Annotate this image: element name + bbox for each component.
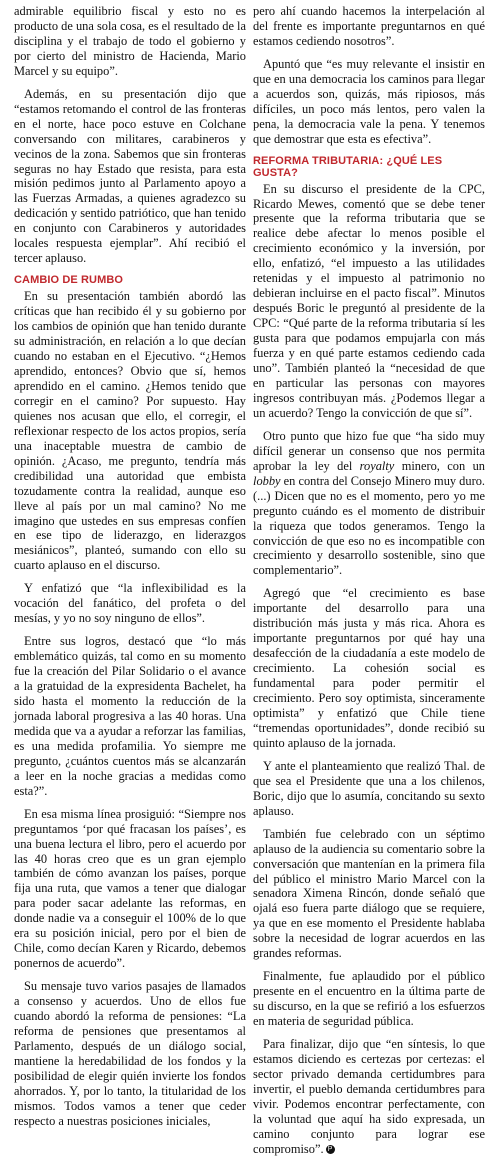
paragraph-text: Para finalizar, dijo que “en síntesis, lo que estamos diciendo es certezas por certezas: el sector privado demanda certidumbres para invertir, el pueblo demanda certidumbres para vivir. Podemos encontrar perfectamente, con la voluntad que aquí ha sido expresada, un camino conjunto para lograr ese compromiso”. (253, 1037, 485, 1156)
paragraph: admirable equilibrio fiscal y esto no es producto de una sola cosa, es el resultado de la disciplina y el trabajo de todo el gobierno y por cierto del ministro de Hacienda, Mario Marcel y su equipo”. (14, 4, 246, 78)
paragraph: pero ahí cuando hacemos la interpelación al del frente es importante preguntarnos en qué estamos cediendo nosotros”. (253, 4, 485, 48)
paragraph-text: en contra del Consejo Minero muy duro. (...) Dicen que no es el momento, pero yo me pregunto cuándo es el momento de distribuir la riqueza que todos generamos. Tengo la convicción de que eso no es incompatible con crecimiento y desarrollo sostenible, sino que complementario”. (253, 473, 485, 578)
paragraph: Su mensaje tuvo varios pasajes de llamados a consenso y acuerdos. Uno de ellos fue cuando abordó la reforma de pensiones: “La reforma de pensiones que presentamos al Parlamento, después de un diálogo social, mantiene la heredabilidad de los fondos y la posibilidad de elegir quién invierte los fondos ahorrados. Y, por lo tanto, la titularidad de los mismos. Todos vamos a tener que ceder respecto a nuestras posiciones iniciales, (14, 979, 246, 1128)
right-column (253, 4, 485, 1165)
italic-term-lobby: lobby (253, 473, 281, 488)
paragraph: En esa misma línea prosiguió: “Siempre nos preguntamos ‘por qué fracasan los países’, es una buena lectura el libro, pero el acuerdo por las 40 horas creo que es un gran ejemplo también de cómo avanzan los países, porque fija una ruta, que vamos a tener que dialogar para poder sacar adelante las reformas, en donde nadie va a conseguir el 100% de lo que era su posición inicial, pero por el bien de Chile, como decían Karen y Ricardo, debemos ponernos de acuerdo”. (14, 806, 246, 971)
paragraph (253, 1037, 485, 1157)
paragraph: Entre sus logros, destacó que “lo más emblemático quizás, tal como en su momento fue la creación del Pilar Solidario o el avance a la gratuidad de la expresidenta Bachelet, ha sido hasta el momento la reducción de la jornada laboral progresiva a las 40 horas. Una medida que va a ayudar a reforzar las familias, es una medida profamilia. Yo siempre me pregunto, ¿cuántos cuentos más se alcanzarán a leer en la noche gracias a medidas como esta?”. (14, 634, 246, 798)
paragraph (253, 429, 485, 579)
paragraph: Y ante el planteamiento que realizó Thal. de que sea el Presidente que una a los chilenos, Boric, dijo que lo asumía, concitando su sexto aplauso. (253, 758, 485, 818)
paragraph: También fue celebrado con un séptimo aplauso de la audiencia su comentario sobre la conversación que mantenían en la primera fila del público el ministro Mario Marcel con la senadora Ximena Rincón, donde señaló que ojalá eso fuera parte diálogo que se requiere, ya que en ese momento el Presidente hablaba sobre la necesidad de lograr acuerdos en las grandes reformas. (253, 826, 485, 961)
italic-term-royalty: royalty (359, 458, 395, 473)
paragraph: En su discurso el presidente de la CPC, Ricardo Mewes, comentó que se debe tener presente que la reforma tributaria que se realice debe afectar lo menos posible el crecimiento económico y la inversión, por ello, enfatizó, “el impuesto a las utilidades retenidas y el impuesto al patrimonio no debieran incluirse en el pacto fiscal”. Minutos después Boric le preguntó al presidente de la CPC: “Qué parte de la reforma tributaria sí les gusta para que podamos empujarla con más fuerza y en qué parte estamos cediendo cada uno”. También planteó la “necesidad de que en particular las personas con mayores ingresos contribuyan más. ¿Podemos llegar a un acuerdo? Tengo la convicción de que sí”. (253, 181, 485, 420)
section-heading-cambio-de-rumbo: CAMBIO DE RUMBO (14, 274, 124, 287)
paragraph: Y enfatizó que “la inflexibilidad es la vocación del fanático, del profeta o del mesías, y yo no soy ninguno de ellos”. (14, 581, 246, 626)
section-heading-reforma-tributaria: REFORMA TRIBUTARIA: ¿QUÉ LES GUSTA? (253, 154, 443, 179)
paragraph: Finalmente, fue aplaudido por el público presente en el encuentro en la última parte de su discurso, en la que se refirió a los esfuerzos en materia de seguridad pública. (253, 969, 485, 1029)
paragraph: Además, en su presentación dijo que “estamos retomando el control de las fronteras en el norte, hace poco estuve en Colchane conversando con militares, carabineros y vecinos de la zona. Sabemos que sin fronteras seguras no hay Estado que resista, para esta misión pedimos junto al Parlamento apoyo a las Fuerzas Armadas, a quienes agradezco su dedicación y sentido patriótico, que han tenido en conjunto con Carabineros y autoridades locales respuesta ejemplar”. Ahí recibió el tercer aplauso. (14, 86, 246, 266)
paragraph-text: Otro punto que hizo fue que “ha sido muy difícil generar un consenso que nos permita aprobar la ley del (253, 428, 485, 473)
end-of-article-icon: P (326, 1145, 335, 1154)
left-column (14, 4, 246, 1137)
paragraph-text: minero, con un (394, 458, 485, 473)
paragraph: En su presentación también abordó las críticas que han recibido él y su gobierno por los cambios de opinión que han tenido durante su administración, en relación a lo que decían cuando no estaban en el Ejecutivo. “¿Hemos aprendido, entonces? Obvio que sí, hemos aprendido en el camino. ¿Hemos tenido que corregir en el camino? Por supuesto. Hay quienes nos acusan que ello, el corregir, el reflexionar respecto de los actos propios, sería una inaceptable muestra de cambio de opinión. ¿Acaso, me pregunto, tendría más credibilidad una autoridad que embista tozudamente contra la realidad, aunque eso lleve al país por un mal camino? No me imagino que ustedes en sus empresas confíen en ese tipo de liderazgo, en liderazgos mesiánicos”, planteó, sumando con ello su cuarto aplauso en el discurso. (14, 289, 246, 573)
paragraph: Apuntó que “es muy relevante el insistir en que en una democracia los caminos para llegar a acuerdos son, quizás, más ripiosos, más difíciles, un poco más lentos, pero valen la pena, la democracia vale la pena. Y tenemos que demostrar que esta es efectiva”. (253, 56, 485, 146)
paragraph: Agregó que “el crecimiento es base importante del desarrollo para una distribución más justa y más rica. Ahora es importante preguntarnos por qué hay una desafección de la ciudadanía a este modelo de crecimiento. La cohesión social es fundamental para poder permitir el crecimiento. Pero soy optimista, sinceramente optimista” y enfatizó que Chile tiene “tremendas oportunidades”, donde recibió su quinto aplauso de la jornada. (253, 586, 485, 750)
